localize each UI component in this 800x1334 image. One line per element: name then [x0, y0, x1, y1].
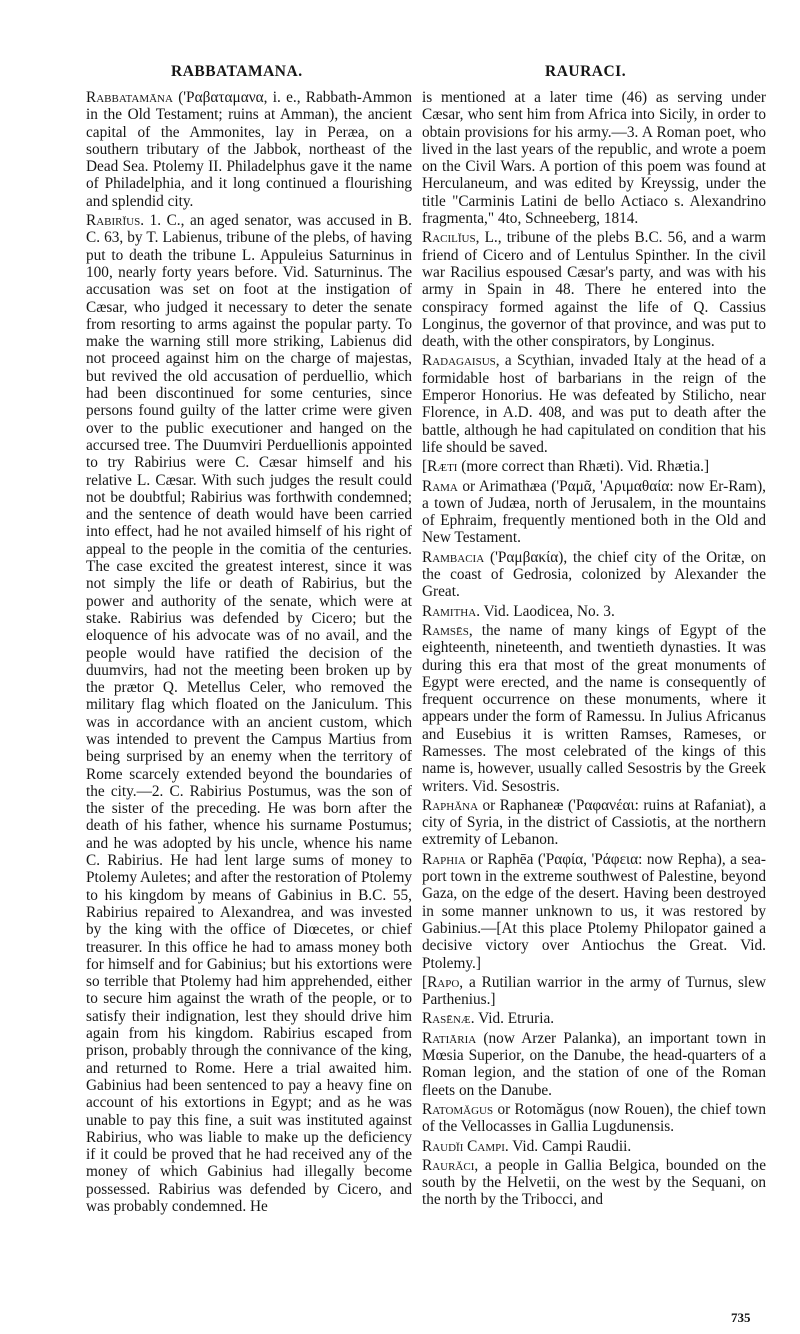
- entry-text: or Rotomăgus (now Rouen), the chief town of the Vellocasses in Gallia Lugdunensis.: [422, 1100, 766, 1136]
- entry-headword: Rabirĭus.: [86, 212, 145, 230]
- entry-text: Vid. Laodicea, No. 3.: [480, 602, 615, 620]
- entry-headword: Ramitha.: [422, 602, 481, 620]
- entry-headword: Raphăna: [422, 796, 479, 814]
- running-head-right: RAURACI.: [545, 63, 627, 80]
- entry-headword: Rasēnæ.: [422, 1010, 475, 1028]
- entry-text: the name of many kings of Egypt of the eighteenth, nineteenth, and twentieth dynasties. It was during this era that most of the great monuments of Egypt were erected, and the name is consequently of frequent occurrence on these monuments, where it appears under the form of Ramessu. In Julius Africanus and Eusebius it is written Ramses, Rameses, or Ramesses. The most celebrated of the kings of this name is, however, usually called Sesostris by the Greek writers. Vid. Sesostris.: [422, 621, 766, 795]
- dictionary-entry: [422, 851, 766, 972]
- entry-headword: Radagaisus,: [422, 352, 500, 370]
- entry-headword: [Rapo,: [422, 973, 464, 991]
- dictionary-entry: [422, 1010, 766, 1027]
- entry-text: ('Ραβαταμανα, i. e., Rabbath-Ammon in the Old Testament; ruins at Amman), the ancient capital of the Ammonites, lay in Peræa, on a southern tributary of the Jabbok, northeast of the Dead Sea. Ptolemy II. Philadelphus gave it the name of Philadelphia, and it long continued a flourishing and splendid city.: [86, 89, 412, 210]
- dictionary-entry: [86, 212, 412, 1215]
- dictionary-entry: [422, 622, 766, 795]
- dictionary-entry: [422, 352, 766, 456]
- entry-text: a Scythian, invaded Italy at the head of a formidable host of barbarians in the reign of the Emperor Honorius. He was defeated by Stilicho, near Florence, in A.D. 408, and was put to death after the battle, although he had capitulated on condition that his life should be saved.: [422, 352, 766, 456]
- entry-text: Vid. Etruria.: [474, 1010, 555, 1028]
- entry-headword: Raudĭi Campi.: [422, 1137, 509, 1155]
- entry-headword: Rama: [422, 477, 458, 495]
- entry-text: or Raphaneæ ('Ραφανέαι: ruins at Rafaniat), a city of Syria, in the district of Cassiotis, at the northern extremity of Lebanon.: [422, 796, 766, 849]
- dictionary-entry: [422, 458, 766, 475]
- dictionary-entry: [422, 1030, 766, 1099]
- entry-text: ('Ραμβακία), the chief city of the Oritæ, on the coast of Gedrosia, colonized by Alexander the Great.: [422, 548, 766, 601]
- entry-text: or Raphēa ('Ραφία, 'Ράφεια: now Repha), a sea-port town in the extreme southwest of Palestine, beyond Gaza, on the edge of the desert. Having been destroyed in some manner unknown to us, it was restored by Gabinius.—[At this place Ptolemy Philopator gained a decisive victory over Antiochus the Great. Vid. Ptolemy.]: [422, 850, 766, 972]
- running-head-left: RABBATAMANA.: [171, 63, 303, 80]
- dictionary-entry: [422, 478, 766, 547]
- dictionary-entry: [422, 229, 766, 350]
- dictionary-entry: [86, 89, 412, 210]
- dictionary-entry: [422, 797, 766, 849]
- entry-text: a people in Gallia Belgica, bounded on the south by the Helvetii, on the west by the Sequani, on the north by the Tribocci, and: [422, 1156, 766, 1209]
- entry-text: a Rutilian warrior in the army of Turnus, slew Parthenius.]: [422, 973, 766, 1009]
- entry-headword: Rambacia: [422, 548, 485, 566]
- entry-text: (now Arzer Palanka), an important town in Mœsia Superior, on the Danube, the head-quarters of a Roman legion, and the station of one of the Roman fleets on the Danube.: [422, 1029, 766, 1099]
- entry-headword: Rabbatamāna: [86, 89, 173, 106]
- dictionary-entry: [422, 89, 766, 227]
- dictionary-entry: [422, 603, 766, 620]
- entry-headword: Ramsēs,: [422, 621, 473, 639]
- entry-headword: Ratomăgus: [422, 1100, 494, 1118]
- dictionary-entry: [422, 974, 766, 1009]
- entry-headword: Ratiāria: [422, 1029, 477, 1047]
- entry-headword: [Ræti: [422, 458, 458, 476]
- entry-headword: Raurăci,: [422, 1156, 479, 1174]
- dictionary-entry: [422, 549, 766, 601]
- dictionary-entry: [422, 1157, 766, 1209]
- left-column: [86, 89, 412, 1217]
- entry-text: or Arimathæa ('Ραμᾶ, 'Αριμαθαία: now Er-Ram), a town of Judæa, north of Jerusalem, in the mountains of Ephraim, frequently mentioned both in the Old and New Testament.: [422, 477, 766, 547]
- entry-text: Vid. Campi Raudii.: [508, 1137, 632, 1155]
- page-number: 735: [731, 1310, 751, 1325]
- entry-text: 1. C., an aged senator, was accused in B. C. 63, by T. Labienus, tribune of the plebs, of having put to death the tribune L. Appuleius Saturninus in 100, nearly forty years before. Vid. Saturninus. The accusation was set on foot at the instigation of Cæsar, who judged it necessary to deter the senate from resorting to arms against the popular party. To make the warning still more striking, Labienus did not proceed against him on the charge of majestas, but revived the old accusation of perduellio, which had been discontinued for some centuries, since persons found guilty of the latter crime were given over to the public executioner and hanged on the accursed tree. The Duumviri Perduellionis appointed to try Rabirius were C. Cæsar himself and his relative L. Cæsar. With such judges the result could not be doubtful; Rabirius was forthwith condemned; and the sentence of death would have been carried into effect, had he not availed himself of his right of appeal to the people in the comitia of the centuries. The case excited the greatest interest, since it was not simply the life or death of Rabirius, but the power and authority of the senate, which were at stake. Rabirius was defended by Cicero; but the eloquence of his advocate was of no avail, and the people would have ratified the decision of the duumvirs, had not the meeting been broken up by the prætor Q. Metellus Celer, who removed the military flag which floated on the Janiculum. This was in accordance with an ancient custom, which was intended to prevent the Campus Martius from being surprised by an enemy when the territory of Rome scarcely extended beyond the boundaries of the city.—2. C. Rabirius Postumus, was the son of the sister of the preceding. He was born after the death of his father, whence his surname Postumus; and he was adopted by his uncle, whence his name C. Rabirius. He had lent large sums of money to Ptolemy Auletes; and after the restoration of Ptolemy to his kingdom by means of Gabinius in B.C. 55, Rabirius repaired to Alexandrea, and was invested by the king with the office of Diœcetes, or chief treasurer. In this office he had to amass money both for himself and for Gabinius; but his extortions were so terrible that Ptolemy had him apprehended, either to secure him against the wrath of the people, or to satisfy their indignation, lest they should drive him again from his kingdom. Rabirius escaped from prison, probably through the connivance of the king, and returned to Rome. Here a trial awaited him. Gabinius had been sentenced to pay a heavy fine on account of his extortions in Egypt; and as he was unable to pay this fine, a suit was instituted against Rabirius, who was liable to make up the deficiency if it could be proved that he had received any of the money of which Gabinius had illegally become possessed. Rabirius was defended by Cicero, and was probably condemned. He: [86, 212, 412, 1215]
- entry-text: (more correct than Rhæti). Vid. Rhætia.]: [457, 458, 710, 476]
- entry-text: is mentioned at a later time (46) as serving under Cæsar, who sent him from Africa into Sicily, in order to obtain provisions for his army.—3. A Roman poet, who lived in the last years of the republic, and wrote a poem on the Civil Wars. A portion of this poem was found at Herculaneum, and was edited by Kreyssig, under the title "Carminis Latini de bello Actiaco s. Alexandrino fragmenta," 4to, Schneeberg, 1814.: [422, 89, 766, 228]
- dictionary-entry: [422, 1138, 766, 1155]
- entry-text: L., tribune of the plebs B.C. 56, and a warm friend of Cicero and of Lentulus Spinther. In the civil war Racilius espoused Cæsar's party, and was with his army in Spain in 48. There he entered into the conspiracy formed against the life of Q. Cassius Longinus, the governor of that province, and was put to death, with the other conspirators, by Longinus.: [422, 229, 766, 351]
- dictionary-entry: [422, 1101, 766, 1136]
- entry-headword: Raphia: [422, 850, 466, 868]
- entry-headword: Racilĭus,: [422, 229, 480, 247]
- right-column: [422, 89, 766, 1211]
